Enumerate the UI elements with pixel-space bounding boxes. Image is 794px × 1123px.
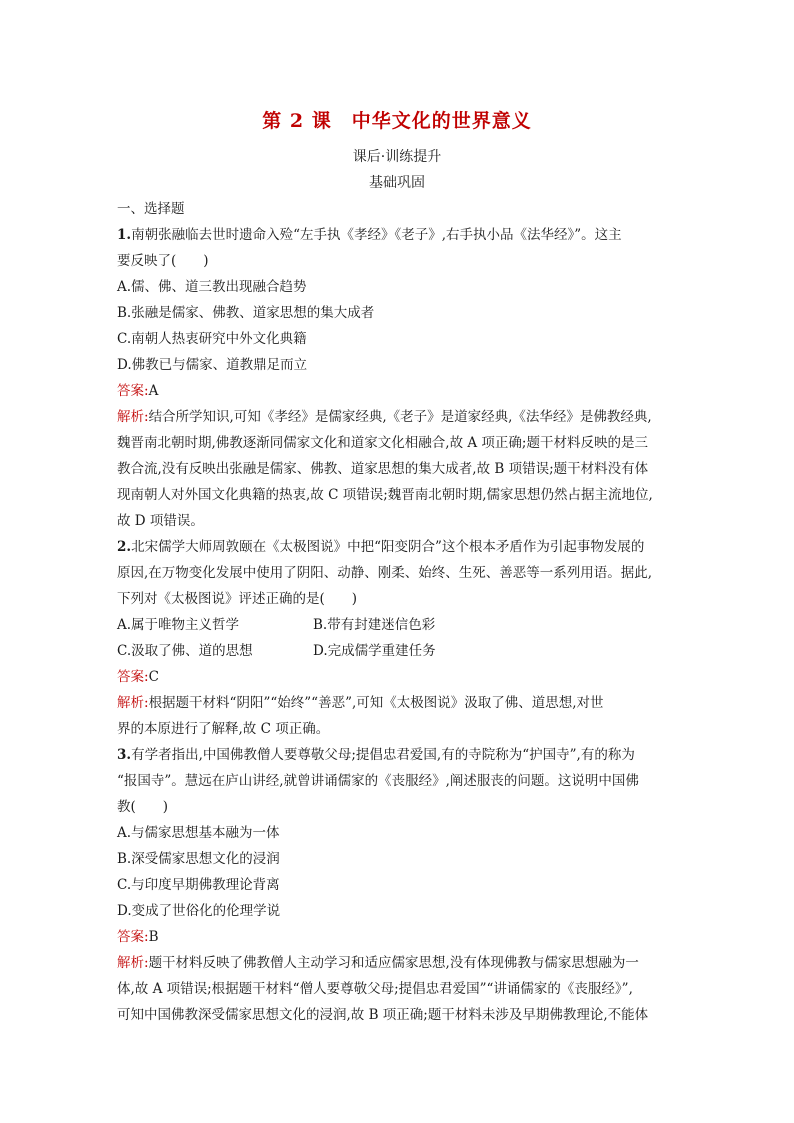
question-stem-line: 下列对《太极图说》评述正确的是( )	[117, 591, 358, 607]
lesson-title: 第 2 课 中华文化的世界意义	[262, 110, 532, 132]
option-d: D.佛教已与儒家、道教鼎足而立	[117, 357, 308, 373]
analysis-line: 结合所学知识,可知《孝经》是儒家经典,《老子》是道家经典,《法华经》是佛教经典,	[148, 409, 652, 425]
option-b: B.深受儒家思想文化的浸润	[117, 851, 280, 867]
question-stem-line: 原因,在万物变化发展中使用了阴阳、动静、刚柔、始终、生死、善恶等一系列用语。据此,	[117, 565, 653, 581]
analysis-line: 可知中国佛教深受儒家思想文化的浸润,故 B 项正确;题干材料未涉及早期佛教理论,不能体	[117, 1007, 649, 1023]
answer-label: 答案:	[117, 669, 149, 685]
question-stem-line: “报国寺”。慧远在庐山讲经,就曾讲诵儒家的《丧服经》,阐述服丧的问题。这说明中国佛	[117, 773, 639, 789]
lesson-subtitle: 课后·训练提升	[352, 149, 442, 165]
question-number: 2.	[117, 539, 132, 555]
answer-label: 答案:	[117, 929, 149, 945]
analysis-line: 题干材料反映了佛教僧人主动学习和适应儒家思想,没有体现佛教与儒家思想融为一	[148, 955, 639, 971]
question-stem-line: 南朝张融临去世时遗命入殓“左手执《孝经》《老子》,右手执小品《法华经》”。这主	[131, 227, 622, 243]
option-c: C.与印度早期佛教理论背离	[117, 877, 280, 893]
answer-line	[117, 924, 689, 950]
analysis-line: 体,故 A 项错误;根据题干材料“僧人要尊敬父母;提倡忠君爱国”“讲诵儒家的《丧服经》”,	[117, 981, 633, 997]
analysis-label: 解析:	[117, 695, 149, 711]
answer-value: C	[148, 669, 159, 685]
analysis-line: 教合流,没有反映出张融是儒家、佛教、道家思想的集大成者,故 B 项错误;题干材料没有体	[117, 461, 649, 477]
option-c: C.南朝人热衷研究中外文化典籍	[117, 331, 307, 347]
question-content	[117, 196, 689, 1028]
question-stem-line: 北宋儒学大师周敦颐在《太极图说》中把“阳变阴合”这个根本矛盾作为引起事物发展的	[131, 539, 645, 555]
option-c: C.汲取了佛、道的思想	[117, 643, 253, 659]
option-d: D.变成了世俗化的伦理学说	[117, 903, 281, 919]
analysis-line: 魏晋南北朝时期,佛教逐渐同儒家文化和道家文化相融合,故 A 项正确;题干材料反映的是三	[117, 435, 648, 451]
option-b: B.张融是儒家、佛教、道家思想的集大成者	[117, 305, 375, 321]
analysis-line: 根据题干材料“阴阳”“始终”“善恶”,可知《太极图说》汲取了佛、道思想,对世	[148, 695, 604, 711]
answer-line	[117, 664, 689, 690]
question-stem-line: 要反映了( )	[117, 253, 209, 269]
answer-label: 答案:	[117, 383, 149, 399]
answer-value: B	[148, 929, 159, 945]
option-a: A.儒、佛、道三教出现融合趋势	[117, 279, 307, 295]
question-stem-line: 有学者指出,中国佛教僧人要尊敬父母;提倡忠君爱国,有的寺院称为“护国寺”,有的称为	[131, 747, 635, 763]
option-b: B.带有封建迷信色彩	[313, 617, 436, 633]
option-d: D.完成儒学重建任务	[313, 643, 436, 659]
question-2	[117, 534, 689, 742]
answer-line	[117, 378, 689, 404]
analysis-line: 现南朝人对外国文化典籍的热衷,故 C 项错误;魏晋南北朝时期,儒家思想仍然占据主流地位,	[117, 487, 653, 503]
question-stem-line: 教( )	[117, 799, 169, 815]
question-1	[117, 222, 689, 534]
part-heading: 一、选择题	[117, 201, 185, 217]
section-heading: 基础巩固	[369, 175, 425, 191]
question-3	[117, 742, 689, 1028]
analysis-label: 解析:	[117, 409, 149, 425]
question-number: 3.	[117, 747, 132, 763]
analysis-line: 界的本原进行了解释,故 C 项正确。	[117, 721, 330, 737]
option-a: A.与儒家思想基本融为一体	[117, 825, 280, 841]
answer-value: A	[148, 383, 159, 399]
analysis-label: 解析:	[117, 955, 149, 971]
analysis-line: 故 D 项错误。	[117, 513, 204, 529]
question-number: 1.	[117, 227, 132, 243]
option-a: A.属于唯物主义哲学	[117, 617, 240, 633]
